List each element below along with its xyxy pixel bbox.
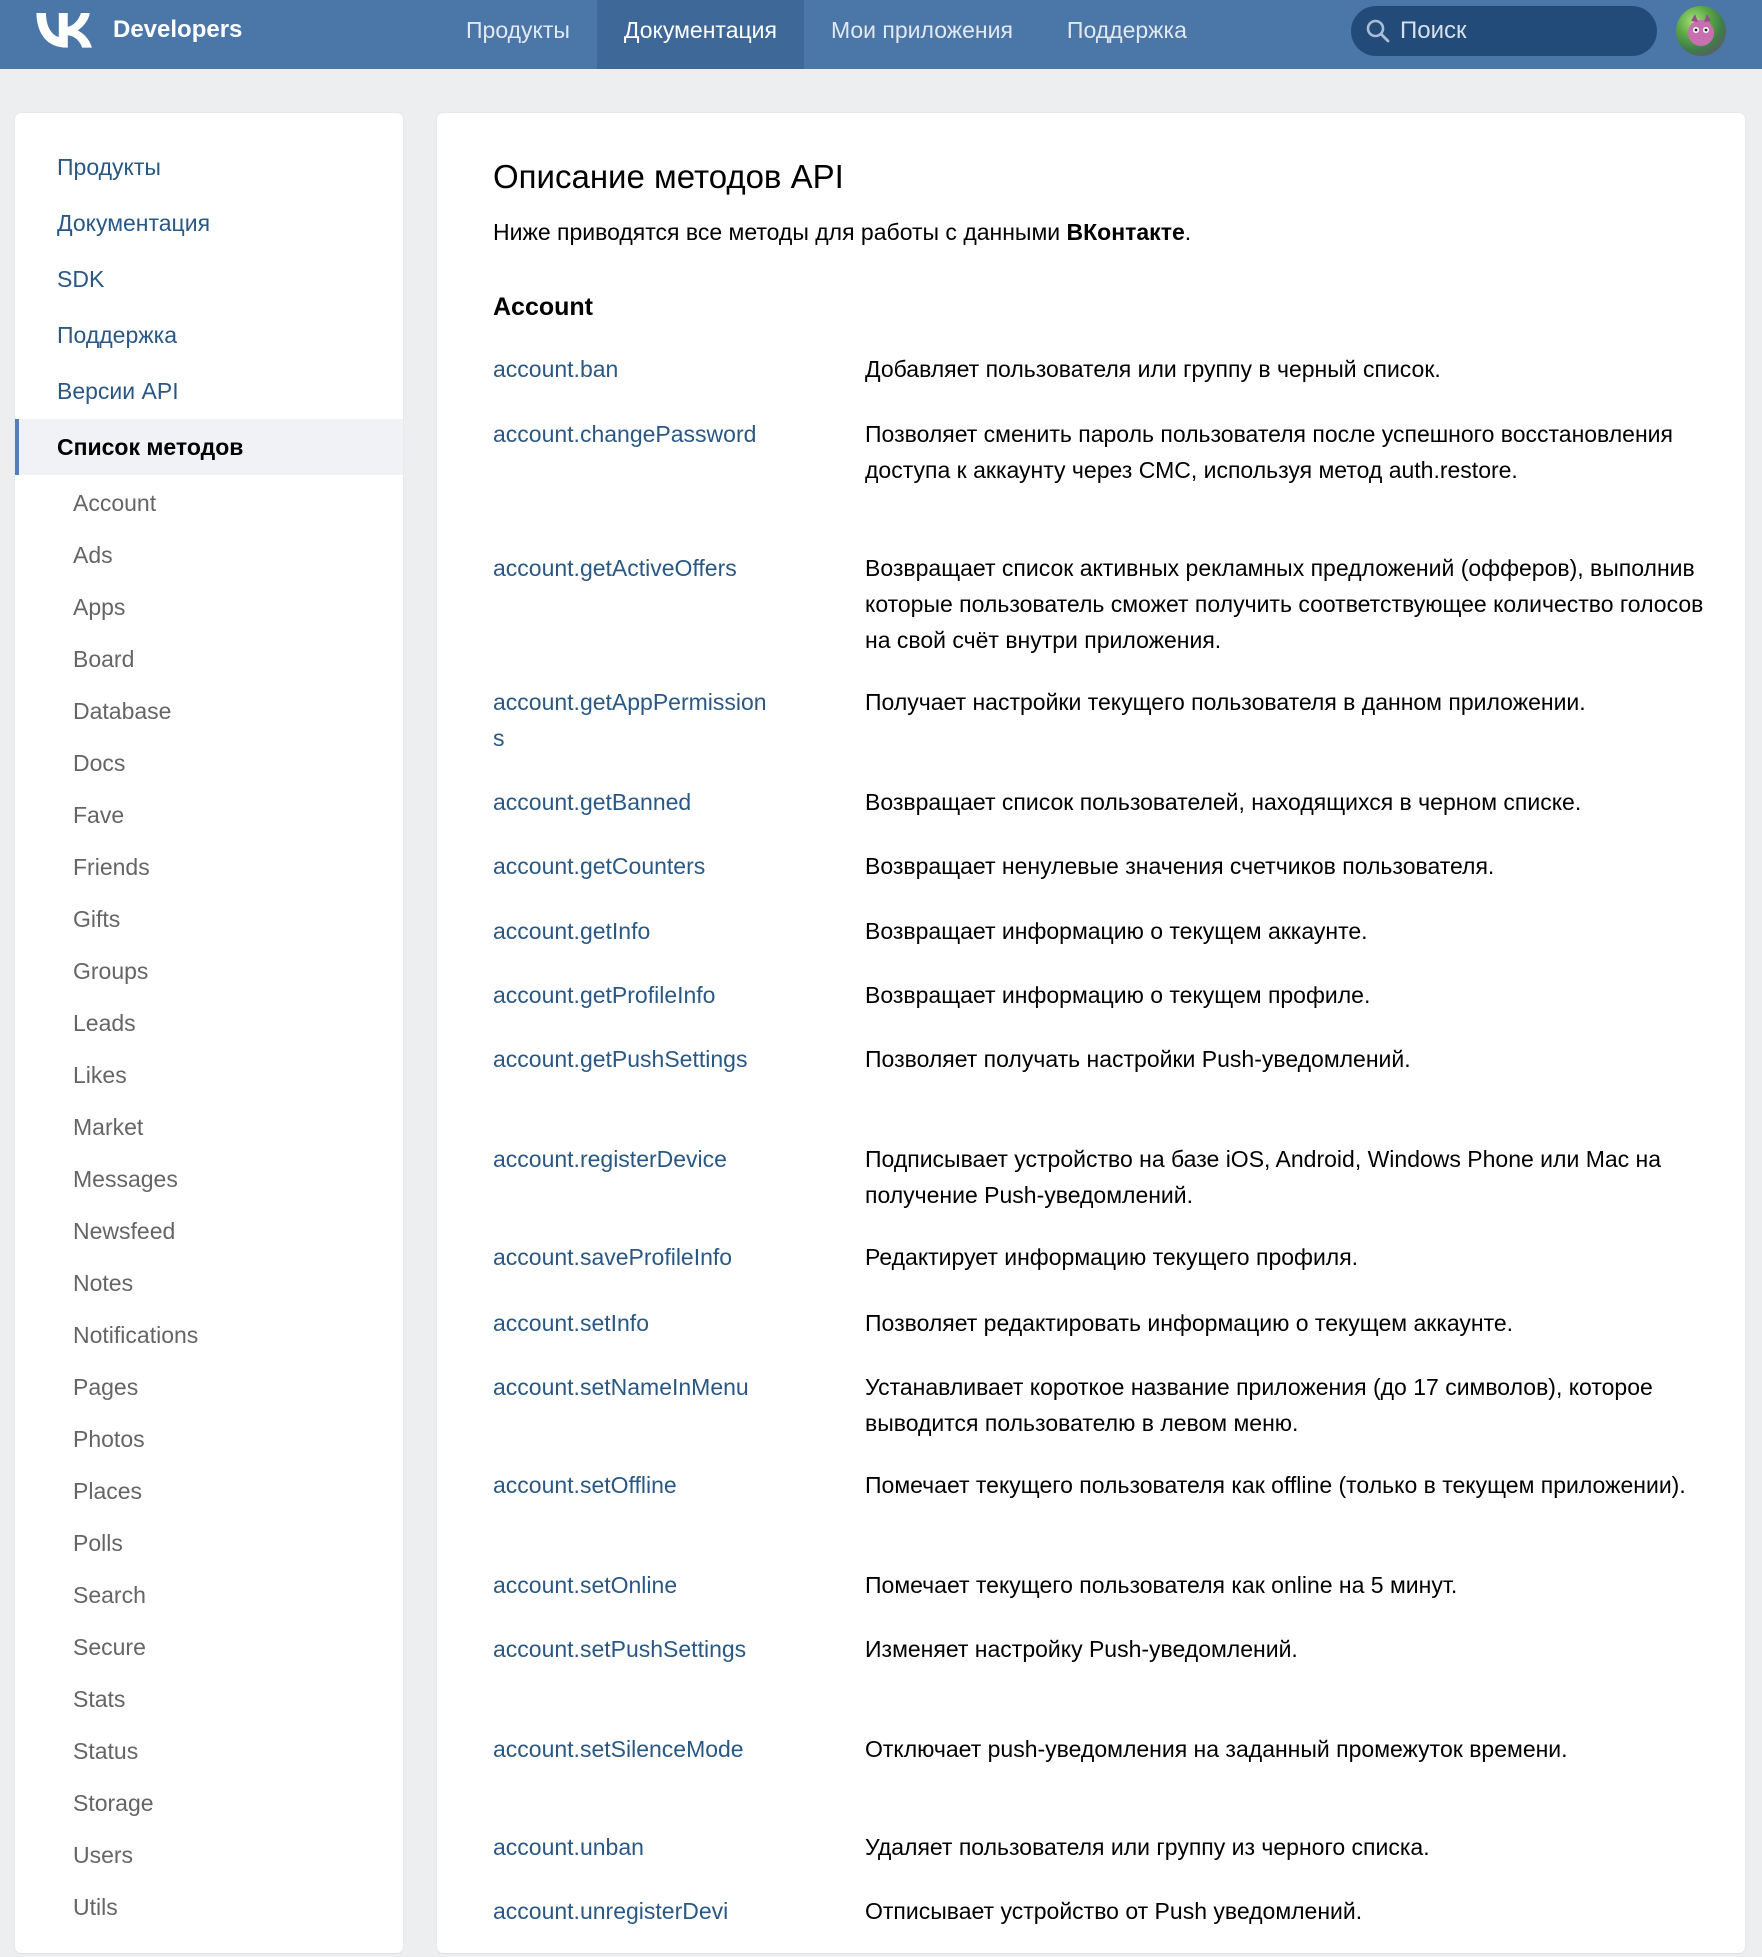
method-description: Отписывает устройство от Push уведомлений. xyxy=(865,1898,1363,1924)
method-link[interactable]: account.ban xyxy=(493,356,619,382)
method-link[interactable]: account.saveProfileInfo xyxy=(493,1244,733,1270)
method-description: Возвращает информацию о текущем профиле. xyxy=(865,982,1371,1008)
sidebar xyxy=(15,113,403,1953)
section-title: Account xyxy=(493,293,593,321)
sidebar-subitem-pages[interactable]: Pages xyxy=(73,1374,139,1400)
method-link[interactable]: account.getCounters xyxy=(493,853,706,879)
sidebar-subitem-likes[interactable]: Likes xyxy=(73,1062,127,1088)
method-row xyxy=(493,1893,1708,1957)
method-link[interactable]: account.setNameInMenu xyxy=(493,1374,749,1400)
method-description: Возвращает ненулевые значения счетчиков пользователя. xyxy=(865,853,1495,879)
sidebar-item-api-versions[interactable]: Версии API xyxy=(57,378,179,404)
avatar[interactable] xyxy=(1676,6,1726,56)
method-row xyxy=(493,351,1708,416)
sidebar-item-documentation[interactable]: Документация xyxy=(57,210,211,236)
method-description: Редактирует информацию текущего профиля. xyxy=(865,1244,1359,1270)
sidebar-subitem-search[interactable]: Search xyxy=(73,1582,146,1608)
brand-title[interactable]: Developers xyxy=(113,16,243,43)
sidebar-subitem-groups[interactable]: Groups xyxy=(73,958,149,984)
method-description: Удаляет пользователя или группу из черного списка. xyxy=(865,1834,1430,1860)
sidebar-subitem-messages[interactable]: Messages xyxy=(73,1166,178,1192)
method-description: Помечает текущего пользователя как online на 5 минут. xyxy=(865,1572,1458,1598)
method-description: Возвращает список активных рекламных предложений (офферов), выполнив которые пользователь сможет получить соответствующее количество голосов на свой счёт внутри приложения. xyxy=(865,555,1704,653)
method-link[interactable]: account.setOffline xyxy=(493,1472,677,1498)
sidebar-subitem-gifts[interactable]: Gifts xyxy=(73,906,121,932)
method-link[interactable]: account.getPushSettings xyxy=(493,1046,748,1072)
sidebar-subitem-board[interactable]: Board xyxy=(73,646,135,672)
method-link[interactable]: account.changePassword xyxy=(493,421,757,447)
sidebar-subitem-places[interactable]: Places xyxy=(73,1478,143,1504)
sidebar-subitem-notifications[interactable]: Notifications xyxy=(73,1322,199,1348)
search-box[interactable] xyxy=(1351,6,1657,56)
sidebar-subitem-utils[interactable]: Utils xyxy=(73,1894,118,1920)
main-content xyxy=(437,113,1745,1953)
method-description: Позволяет получать настройки Push-уведомлений. xyxy=(865,1046,1411,1072)
intro-prefix: Ниже приводятся все методы для работы с данными xyxy=(493,219,1067,245)
method-link[interactable]: account.getInfo xyxy=(493,918,651,944)
method-link[interactable]: account.getActiveOffers xyxy=(493,555,737,581)
method-link[interactable]: account.unregisterDevi xyxy=(493,1898,729,1924)
method-link[interactable]: account.unban xyxy=(493,1834,644,1860)
method-link[interactable]: account.getBanned xyxy=(493,789,692,815)
sidebar-sublist xyxy=(15,475,403,1933)
nav-products[interactable]: Продукты xyxy=(466,17,570,43)
search-icon xyxy=(1365,18,1391,44)
method-description: Подписывает устройство на базе iOS, Android, Windows Phone или Mac на получение Push-уведомлений. xyxy=(865,1146,1662,1208)
sidebar-subitem-ads[interactable]: Ads xyxy=(73,542,113,568)
sidebar-subitem-apps[interactable]: Apps xyxy=(73,594,126,620)
method-row xyxy=(493,784,1708,848)
method-description: Получает настройки текущего пользователя в данном приложении. xyxy=(865,689,1586,715)
method-description: Добавляет пользователя или группу в черный список. xyxy=(865,356,1441,382)
method-link[interactable]: account.setPushSettings xyxy=(493,1636,747,1662)
sidebar-subitem-newsfeed[interactable]: Newsfeed xyxy=(73,1218,176,1244)
page-title: Описание методов API xyxy=(493,158,844,195)
sidebar-subitem-market[interactable]: Market xyxy=(73,1114,144,1140)
method-link[interactable]: account.getProfileInfo xyxy=(493,982,716,1008)
method-row xyxy=(493,1305,1708,1369)
method-row xyxy=(493,1567,1708,1631)
intro-bold: ВКонтакте xyxy=(1066,219,1185,245)
method-row xyxy=(493,913,1708,977)
method-row xyxy=(493,1731,1708,1829)
sidebar-subitem-leads[interactable]: Leads xyxy=(73,1010,136,1036)
method-row xyxy=(493,848,1708,913)
method-row xyxy=(493,977,1708,1041)
sidebar-subitem-photos[interactable]: Photos xyxy=(73,1426,145,1452)
nav-my-apps[interactable]: Мои приложения xyxy=(830,17,1013,43)
top-header xyxy=(0,0,1762,69)
method-row xyxy=(493,1467,1708,1567)
method-row xyxy=(493,1141,1708,1239)
method-row xyxy=(493,1829,1708,1893)
method-link[interactable]: account.getAppPermissions xyxy=(493,689,767,751)
nav-documentation[interactable]: Документация xyxy=(597,0,804,69)
sidebar-subitem-storage[interactable]: Storage xyxy=(73,1790,154,1816)
sidebar-item-products[interactable]: Продукты xyxy=(57,154,161,180)
method-row xyxy=(493,416,1708,550)
method-link[interactable]: account.setInfo xyxy=(493,1310,649,1336)
method-link[interactable]: account.registerDevice xyxy=(493,1146,727,1172)
sidebar-subitem-stats[interactable]: Stats xyxy=(73,1686,126,1712)
nav-support[interactable]: Поддержка xyxy=(1066,17,1187,43)
sidebar-subitem-polls[interactable]: Polls xyxy=(73,1530,123,1556)
method-link[interactable]: account.setOnline xyxy=(493,1572,678,1598)
intro-suffix: . xyxy=(1184,219,1192,245)
sidebar-subitem-secure[interactable]: Secure xyxy=(73,1634,146,1660)
sidebar-subitem-docs[interactable]: Docs xyxy=(73,750,126,776)
sidebar-item-support[interactable]: Поддержка xyxy=(57,322,177,348)
method-description: Возвращает информацию о текущем аккаунте. xyxy=(865,918,1368,944)
sidebar-subitem-users[interactable]: Users xyxy=(73,1842,134,1868)
sidebar-subitem-account[interactable]: Account xyxy=(73,490,157,516)
method-description: Устанавливает короткое название приложения (до 17 символов), которое выводится пользователю в левом меню. xyxy=(865,1374,1653,1436)
sidebar-item-sdk[interactable]: SDK xyxy=(57,266,105,292)
sidebar-subitem-database[interactable]: Database xyxy=(73,698,172,724)
sidebar-subitem-status[interactable]: Status xyxy=(73,1738,139,1764)
sidebar-subitem-notes[interactable]: Notes xyxy=(73,1270,134,1296)
method-row xyxy=(493,550,1708,684)
method-row xyxy=(493,1369,1708,1467)
intro-text xyxy=(493,219,1191,246)
top-nav xyxy=(439,0,1214,69)
sidebar-subitem-fave[interactable]: Fave xyxy=(73,802,125,828)
methods-list xyxy=(493,351,1708,1957)
method-description: Изменяет настройку Push-уведомлений. xyxy=(865,1636,1298,1662)
sidebar-subitem-friends[interactable]: Friends xyxy=(73,854,150,880)
method-link[interactable]: account.setSilenceMode xyxy=(493,1736,744,1762)
method-description: Помечает текущего пользователя как offline (только в текущем приложении). xyxy=(865,1472,1686,1498)
method-row xyxy=(493,684,1708,784)
vk-logo-icon[interactable] xyxy=(35,13,93,48)
method-description: Позволяет редактировать информацию о текущем аккаунте. xyxy=(865,1310,1514,1336)
method-row xyxy=(493,1239,1708,1305)
method-description: Позволяет сменить пароль пользователя после успешного восстановления доступа к аккаунту через СМС, используя метод auth.restore. xyxy=(865,421,1673,483)
sidebar-item-method-list[interactable]: Список методов xyxy=(15,419,403,475)
method-description: Отключает push-уведомления на заданный промежуток времени. xyxy=(865,1736,1568,1762)
method-description: Возвращает список пользователей, находящихся в черном списке. xyxy=(865,789,1582,815)
method-row xyxy=(493,1041,1708,1141)
search-input[interactable] xyxy=(1400,17,1640,45)
method-row xyxy=(493,1631,1708,1731)
